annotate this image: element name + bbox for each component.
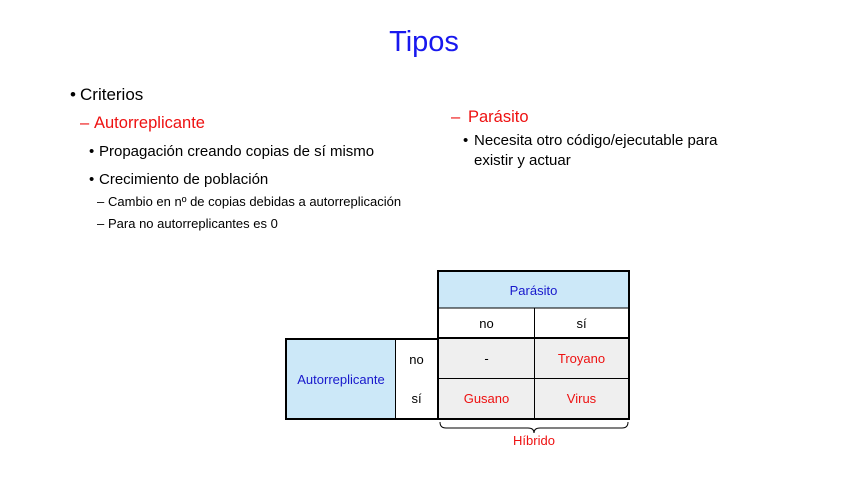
bullet-icon: • [89,143,95,160]
col-header-no: no [439,309,534,338]
bullet-icon: • [463,132,469,149]
col-header-parasito: Parásito [439,272,628,308]
dash-icon: – [451,108,461,126]
autorreplicante-label: Autorreplicante [94,114,205,132]
necesita-line1: Necesita otro código/ejecutable para [474,132,718,149]
dash-icon: – [97,216,105,231]
crecimiento-label: Crecimiento de población [99,171,269,188]
row-header-si: sí [395,379,438,420]
cell-troyano: Troyano [535,339,628,378]
cell-virus: Virus [535,379,628,418]
dash-icon: – [80,114,90,132]
cambio-label: Cambio en nº de copias debidas a autorreplicación [108,194,402,209]
para-no-label: Para no autorreplicantes es 0 [108,216,278,231]
parasito-label: Parásito [468,108,529,126]
dash-icon: – [97,194,105,209]
bullet-icon: • [70,85,76,104]
cell-gusano: Gusano [439,379,534,418]
row-header-autorreplicante: Autorreplicante [285,338,395,420]
necesita-line2: existir y actuar [474,152,571,169]
propagacion-label: Propagación creando copias de sí mismo [99,143,375,160]
row-header-no: no [395,338,438,379]
brace-label-hibrido: Híbrido [513,433,555,448]
cell-no-no: - [439,339,534,378]
criterios-label: Criterios [80,85,144,104]
bullet-icon: • [89,171,95,188]
slide-title: Tipos [389,26,459,58]
col-header-si: sí [535,309,628,338]
brace-icon [440,422,628,433]
